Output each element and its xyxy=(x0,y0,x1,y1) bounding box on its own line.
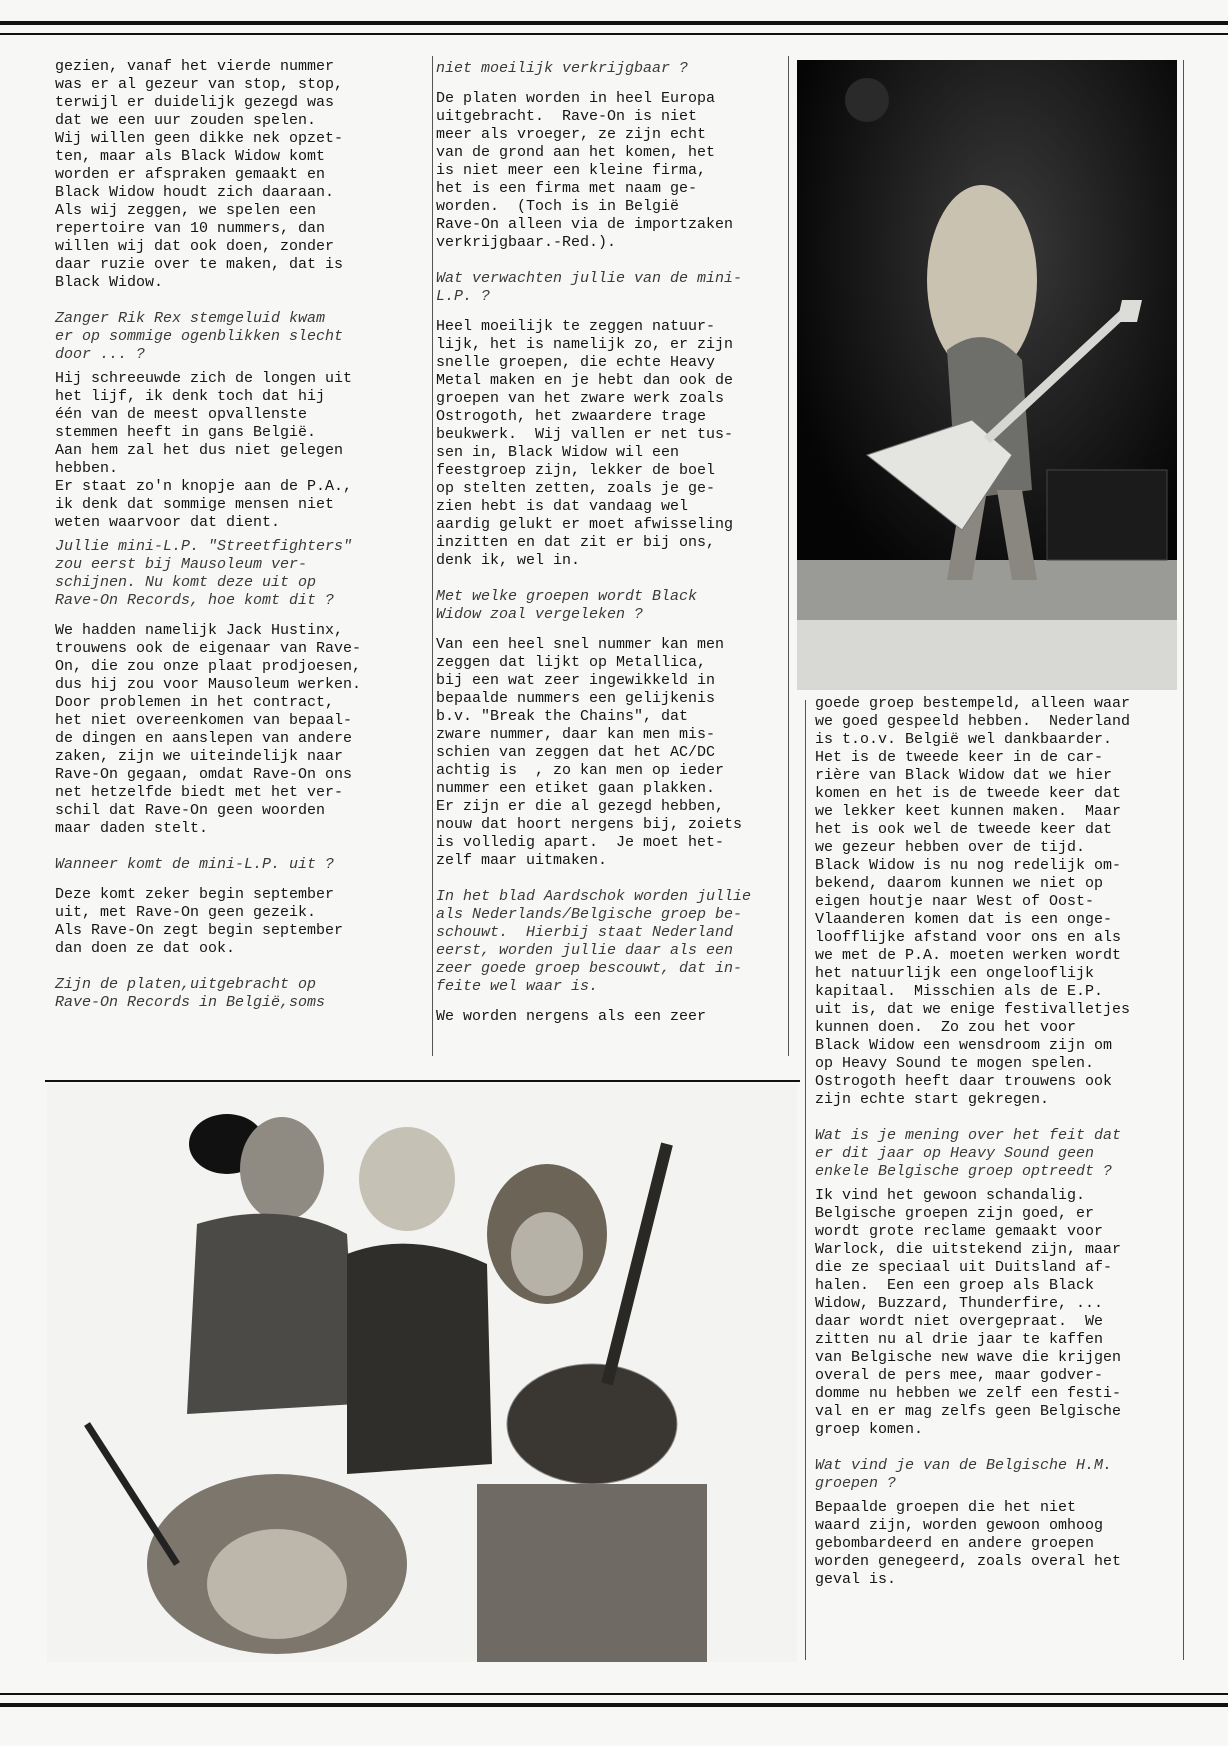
col2-question-2: Wat verwachten jullie van de mini- L.P. ? xyxy=(436,270,743,305)
col1-answer-1: gezien, vanaf het vierde nummer was er al gezeur van stop, stop, terwijl er duidelijk gezegd was dat we een uur zouden spelen. Wij willen geen dikke nek opzet- ten, maar als Black Widow komt worden er afspraken gemaakt en Black Widow houdt zich daaraan. Als wij zeggen, we spelen een repertoire van 10 nummers, dan willen wij dat ook doen, zonder daar ruzie over te maken, dat is Black Widow. xyxy=(55,58,344,291)
column-divider-3 xyxy=(1183,60,1184,1660)
col2-answer-4: We worden nergens als een zeer xyxy=(436,1008,707,1025)
col2-answer-3: Van een heel snel nummer kan men zeggen dat lijkt op Metallica, bij een wat zeer ingewikkeld in bepaalde nummers een gelijkenis b.v. "Break the Chains", dat zware nummer, daar kan men mis- schien van zeggen dat het AC/DC achtig is , zo kan men op ieder nummer een etiket gaan plakken. Er zijn er die al gezegd hebben, nouw dat hoort nergens bij, zoiets is volledig apart. Je moet het- zelf maar uitmaken. xyxy=(436,636,743,869)
col1-question-4: Zijn de platen,uitgebracht op Rave-On Records in België,soms xyxy=(55,976,326,1011)
col1-question-1: Zanger Rik Rex stemgeluid kwam er op sommige ogenblikken slecht door ... ? xyxy=(55,310,344,363)
col3-question-2: Wat vind je van de Belgische H.M. groepen ? xyxy=(815,1457,1113,1492)
col1-answer-2: Hij schreeuwde zich de longen uit het lijf, ik denk toch dat hij één van de meest opvallenste stemmen heeft in gans België. Aan hem zal het dus niet gelegen hebben. Er staat zo'n knopje aan de P.A., ik denk dat sommige mensen niet weten waarvoor dat dient. xyxy=(55,370,353,531)
col2-answer-2: Heel moeilijk te zeggen natuur- lijk, het is namelijk zo, er zijn snelle groepen, die echte Heavy Metal maken en je hebt dan ook de groepen van het zware werk zoals Ostrogoth, het zwaardere trage beukwerk. Wij vallen er net tus- sen in, Black Widow wil een feestgroep zijn, lekker de boel op stelten zetten, zoals je ge- zien hebt is dat vandaag wel aardig gelukt er moet afwisseling inzitten en dat zit er bij ons, denk ik, wel in. xyxy=(436,318,734,569)
top-rule-thick xyxy=(0,21,1228,25)
col2-question-1: niet moeilijk verkrijgbaar ? xyxy=(436,60,689,77)
col3-answer-3: Bepaalde groepen die het niet waard zijn, worden gewoon omhoog gebombardeerd en andere groepen worden genegeerd, zoals overal het geval is. xyxy=(815,1499,1122,1588)
col3-question-1: Wat is je mening over het feit dat er dit jaar op Heavy Sound geen enkele Belgische groep optreedt ? xyxy=(815,1127,1122,1180)
column-divider-2 xyxy=(788,56,789,1056)
column-divider-1 xyxy=(432,56,433,1056)
bottom-rule-thin xyxy=(0,1693,1228,1695)
top-rule-thin xyxy=(0,33,1228,35)
col2-question-4: In het blad Aardschok worden jullie als Nederlands/Belgische groep be- schouwt. Hierbij staat Nederland eerst, worden jullie daar als een zeer goede groep bescouwt, dat in- feite wel waar is. xyxy=(436,888,752,995)
column-1 xyxy=(55,58,427,1030)
col3-answer-1: goede groep bestempeld, alleen waar we goed gespeeld hebben. Nederland is t.o.v. België wel dankbaarder. Het is de tweede keer in de car- rière van Black Widow dat we hier komen en het is de tweede keer dat we lekker keet kunnen maken. Maar het is ook wel de tweede keer dat we gezeur hebben over de tijd. Black Widow is nu nog redelijk om- bekend, daarom kunnen we niet op eigen houtje naar West of Oost- Vlaanderen komen dat is een onge- loofflijke afstand voor ons en als we met de P.A. moeten werken wordt het natuurlijk een ongelooflijk kapitaal. Misschien als de E.P. uit is, dat we enige festivalletjes kunnen doen. Zo zou het voor Black Widow een wensdroom zijn om op Heavy Sound te mogen spelen. Ostrogoth heeft daar trouwens ook zijn echte start gekregen. xyxy=(815,695,1131,1108)
col2-answer-1: De platen worden in heel Europa uitgebracht. Rave-On is niet meer als vroeger, ze zijn echt van de grond aan het komen, het is niet meer een kleine firma, het is een firma met naam ge- worden. (Toch is in België Rave-On alleen via de importzaken verkrijgbaar.-Red.). xyxy=(436,90,734,251)
col2-question-3: Met welke groepen wordt Black Widow zoal vergeleken ? xyxy=(436,588,698,623)
column-divider-4 xyxy=(805,700,806,1660)
band-photo xyxy=(47,1084,797,1662)
col1-answer-3: We hadden namelijk Jack Hustinx, trouwens ook de eigenaar van Rave- On, die zou onze plaat prodjoesen, dus hij zou voor Mausoleum werken. Door problemen in het contract, het niet overeenkomen van bepaal- de dingen en aanslepen van andere zaken, zijn we uiteindelijk naar Rave-On gegaan, omdat Rave-On ons net hetzelfde biedt met het ver- schil dat Rave-On geen woorden maar daden stelt. xyxy=(55,622,362,837)
bottom-rule-thick xyxy=(0,1703,1228,1707)
col1-answer-4: Deze komt zeker begin september uit, met Rave-On geen gezeik. Als Rave-On zegt begin september dan doen ze dat ook. xyxy=(55,886,344,957)
col3-answer-2: Ik vind het gewoon schandalig. Belgische groepen zijn goed, er wordt grote reclame gemaakt voor Warlock, die uitstekend zijn, maar die ze speciaal uit Duitsland af- halen. Een een groep als Black Widow, Buzzard, Thunderfire, ... daar wordt niet overgepraat. We zitten nu al drie jaar te kaffen van Belgische new wave die krijgen overal de pers mee, maar godver- domme nu hebben we zelf een festi- val en er mag zelfs geen Belgische groep komen. xyxy=(815,1187,1122,1438)
guitarist-photo xyxy=(797,60,1177,690)
column-3 xyxy=(815,695,1180,1607)
col1-question-2: Jullie mini-L.P. "Streetfighters" zou eerst bij Mausoleum ver- schijnen. Nu komt deze uit op Rave-On Records, hoe komt dit ? xyxy=(55,538,353,609)
photo-top-rule xyxy=(45,1080,800,1082)
col1-question-3: Wanneer komt de mini-L.P. uit ? xyxy=(55,856,335,873)
column-2 xyxy=(436,60,786,1044)
